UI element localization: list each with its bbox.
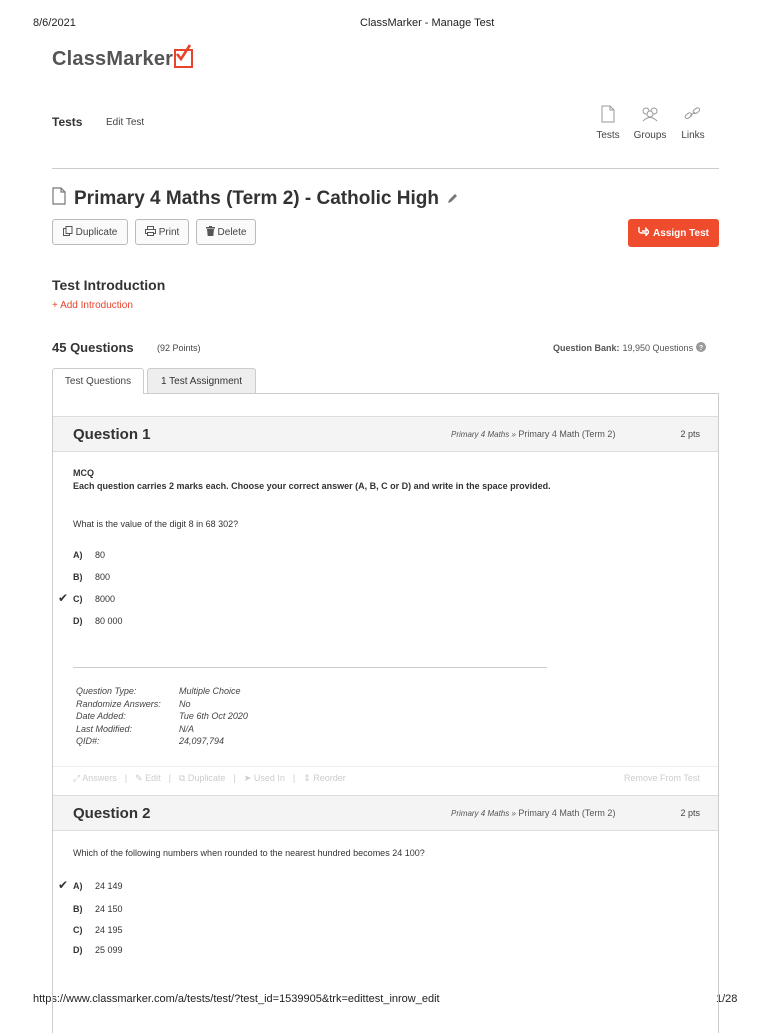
question-category [451, 429, 615, 439]
answer-value: 24 195 [95, 925, 123, 935]
print-label: Print [158, 226, 180, 238]
question-title: Question 2 [73, 805, 151, 822]
actions-divider [53, 766, 718, 767]
help-icon[interactable] [696, 342, 706, 354]
remove-from-test-link[interactable]: Remove From Test [624, 773, 700, 783]
question-count: 45 Questions [52, 340, 134, 355]
answer-letter: D) [73, 945, 83, 955]
svg-text:?: ? [698, 345, 704, 352]
question-bank-value: 19,950 Questions [622, 343, 694, 353]
answers-action-label: Answers [82, 773, 117, 783]
answer-letter: A) [73, 881, 83, 891]
question-points: 2 pts [680, 429, 700, 439]
meta-key: Question Type: [76, 686, 137, 696]
top-nav-groups-label: Groups [633, 130, 667, 141]
duplicate-action-label: Duplicate [187, 773, 226, 783]
answer-option [73, 550, 105, 560]
meta-key: Date Added: [76, 711, 126, 721]
share-arrow-icon [638, 227, 649, 239]
meta-key: Last Modified: [76, 723, 133, 734]
print-icon [145, 226, 156, 239]
add-introduction-link[interactable]: + Add Introduction [52, 300, 133, 311]
answer-value: 8000 [95, 594, 116, 604]
top-nav-tests-label: Tests [596, 130, 620, 141]
answer-option [73, 904, 123, 914]
answer-letter: B) [73, 572, 83, 582]
meta-value: No [179, 698, 191, 709]
print-date: 8/6/2021 [33, 17, 76, 29]
top-nav-links[interactable] [669, 104, 717, 141]
category-name: Primary 4 Math (Term 2) [518, 808, 616, 818]
answer-option-correct [58, 591, 116, 605]
top-nav-groups[interactable] [626, 104, 674, 141]
answer-letter: D) [73, 616, 83, 626]
reorder-action-label: Reorder [313, 773, 346, 783]
nav-tests[interactable]: Tests [52, 115, 83, 129]
answer-option [73, 572, 110, 582]
meta-value: 24,097,794 [179, 736, 225, 746]
duplicate-button[interactable] [52, 219, 128, 245]
answer-letter: C) [73, 925, 83, 935]
action-separator: | [168, 773, 171, 783]
question-points: 2 pts [680, 808, 700, 818]
question-bank [553, 342, 706, 354]
question-1-type-label: MCQ [73, 468, 94, 478]
answer-value: 800 [95, 572, 111, 582]
question-1-text: What is the value of the digit 8 in 68 302? [73, 519, 239, 529]
answer-value: 25 099 [95, 945, 123, 955]
top-nav-tests[interactable] [584, 104, 632, 141]
question-bank-label: Question Bank: [553, 343, 620, 353]
category-parent: Primary 4 Maths » [451, 430, 516, 439]
document-icon [584, 104, 632, 124]
meta-value: Tue 6th Oct 2020 [179, 711, 248, 721]
meta-value: Multiple Choice [179, 686, 241, 696]
question-1-header [53, 416, 718, 452]
assign-test-label: Assign Test [653, 227, 709, 239]
answer-value: 24 150 [95, 904, 123, 914]
groups-icon [626, 104, 674, 124]
checkmark-icon [174, 49, 193, 68]
question-1-instruction: Each question carries 2 marks each. Choose your correct answer (A, B, C or D) and write in the space provided. [73, 481, 551, 491]
total-points: (92 Points) [157, 343, 201, 353]
top-nav-links-label: Links [681, 130, 705, 141]
answer-value: 24 149 [95, 881, 123, 891]
reorder-action[interactable]: ⇕ Reorder [303, 773, 346, 783]
question-1-actions [73, 773, 346, 784]
answer-option [73, 925, 123, 935]
category-name: Primary 4 Math (Term 2) [518, 429, 616, 439]
print-page: 1/28 [716, 993, 738, 1005]
test-title: Primary 4 Maths (Term 2) - Catholic High [74, 188, 439, 209]
action-separator: | [233, 773, 236, 783]
answer-option [73, 616, 123, 626]
trash-icon [206, 226, 215, 239]
document-icon [52, 187, 66, 211]
used-in-action-label: Used In [253, 773, 285, 783]
action-separator: | [292, 773, 296, 783]
answer-option-correct [58, 878, 123, 892]
copy-icon [63, 226, 73, 239]
answer-letter: A) [73, 550, 83, 560]
header-divider [52, 168, 719, 169]
question-2-header [53, 795, 718, 831]
answer-letter: C) [73, 594, 83, 604]
delete-label: Delete [217, 226, 247, 238]
question-title: Question 1 [73, 426, 151, 443]
nav-edit-test[interactable]: Edit Test [106, 117, 145, 128]
question-1-meta-keys [76, 685, 161, 748]
print-title: ClassMarker - Manage Test [360, 17, 495, 29]
logo-text: ClassMarker [52, 48, 174, 70]
tab-test-questions[interactable]: Test Questions [52, 368, 144, 394]
used-in-action[interactable]: ➤ Used In [243, 773, 285, 783]
action-separator: | [124, 773, 128, 783]
correct-check-icon: ✔ [58, 878, 69, 892]
question-1-meta-values [179, 685, 248, 748]
meta-key: QID#: [76, 736, 100, 746]
test-introduction-heading: Test Introduction [52, 277, 166, 293]
edit-pencil-icon[interactable] [447, 188, 458, 210]
print-button[interactable] [135, 219, 189, 245]
edit-action-label: Edit [145, 773, 161, 783]
tab-test-assignment[interactable]: 1 Test Assignment [147, 368, 256, 393]
answers-action[interactable]: ⤢ Answers [73, 773, 117, 783]
meta-value: N/A [179, 723, 195, 734]
meta-key: Randomize Answers: [76, 698, 161, 709]
question-divider [73, 667, 547, 668]
classmarker-logo[interactable] [52, 48, 193, 71]
links-icon [669, 104, 717, 124]
delete-button[interactable] [196, 219, 256, 245]
question-2-text: Which of the following numbers when rounded to the nearest hundred becomes 24 100? [73, 848, 425, 858]
answer-letter: B) [73, 904, 83, 914]
duplicate-action[interactable]: ⧉ Duplicate [178, 773, 226, 783]
print-url: https://www.classmarker.com/a/tests/test/?test_id=1539905&trk=edittest_inrow_edit [33, 993, 440, 1005]
edit-action[interactable]: ✎ Edit [135, 773, 161, 783]
category-parent: Primary 4 Maths » [451, 809, 516, 818]
answer-value: 80 [95, 550, 106, 560]
answer-value: 80 000 [95, 616, 123, 626]
assign-test-button[interactable] [628, 219, 719, 247]
correct-check-icon: ✔ [58, 591, 69, 605]
question-category [451, 808, 615, 818]
answer-option [73, 945, 123, 955]
page-title [52, 187, 458, 211]
duplicate-label: Duplicate [75, 226, 118, 238]
